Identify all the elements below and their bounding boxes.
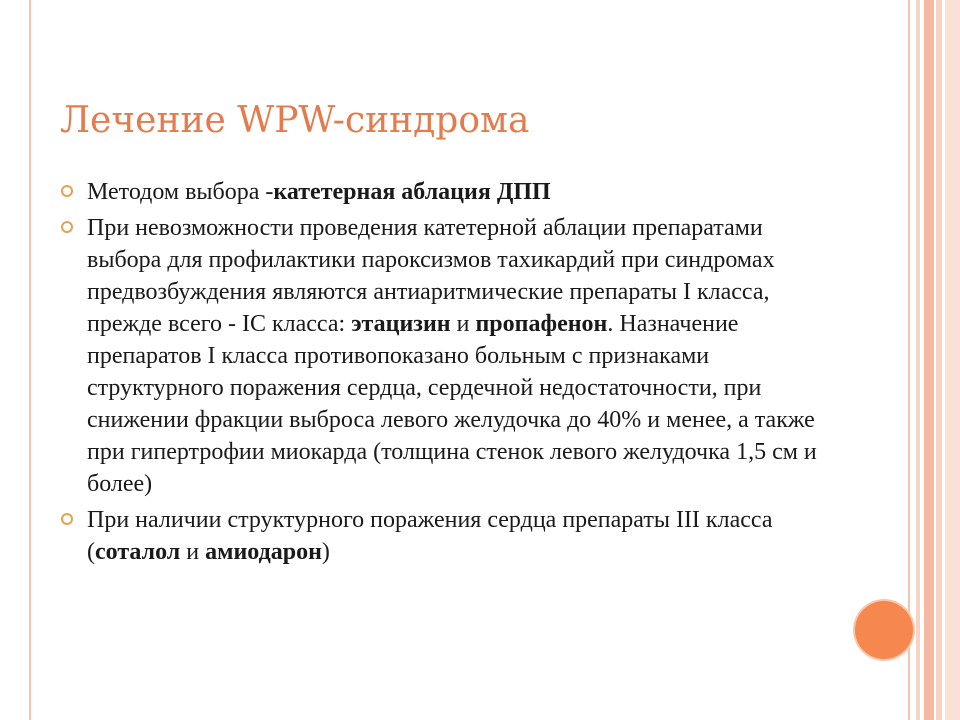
bullet-item: [60, 504, 840, 568]
bullet-text-bold: катетерная аблация ДПП: [273, 179, 551, 205]
bullet-text: и: [450, 311, 476, 337]
bullet-text: Методом выбора -: [87, 179, 274, 205]
bullet-text: и: [180, 539, 206, 565]
bullet-text: ): [321, 539, 330, 565]
bullet-text: При наличии структурного поражения сердца препараты III класса (: [87, 507, 773, 565]
orange-circle-decoration: [855, 601, 913, 659]
slide-title: Лечение WPW-синдрома: [60, 100, 530, 141]
stripe: [924, 0, 934, 720]
bullet-text: При невозможности проведения катетерной аблации препаратами выбора для профилактики пароксизмов тахикардий при синдромах предвозбуждения являются антиаритмические препараты I класса, прежде всего - IC класса:: [87, 215, 775, 337]
bullet-item: [60, 212, 840, 500]
bullet-text: . Назначение препаратов I класса противопоказано больным с признаками структурного поражения сердца, сердечной недостаточности, при снижении фракции выброса левого желудочка до 40% и менее, а также при гипертрофии миокарда (толщина стенок левого желудочка 1,5 см и более): [87, 311, 817, 497]
stripe: [936, 0, 942, 720]
bullet-text-bold: этацизин: [351, 311, 451, 337]
bullet-circle-icon: [61, 185, 73, 197]
bullet-list: [60, 176, 840, 572]
bullet-circle-icon: [61, 221, 73, 233]
bullet-text-bold: амиодарон: [205, 539, 322, 565]
bullet-text-bold: пропафенон: [475, 311, 608, 337]
right-decorative-stripes: [908, 0, 960, 720]
bullet-text-bold: соталол: [95, 539, 181, 565]
stripe: [916, 0, 920, 720]
bullet-circle-icon: [61, 513, 73, 525]
left-decorative-line: [29, 0, 31, 720]
stripe: [945, 0, 960, 720]
bullet-item: [60, 176, 840, 208]
stripe: [908, 0, 910, 720]
